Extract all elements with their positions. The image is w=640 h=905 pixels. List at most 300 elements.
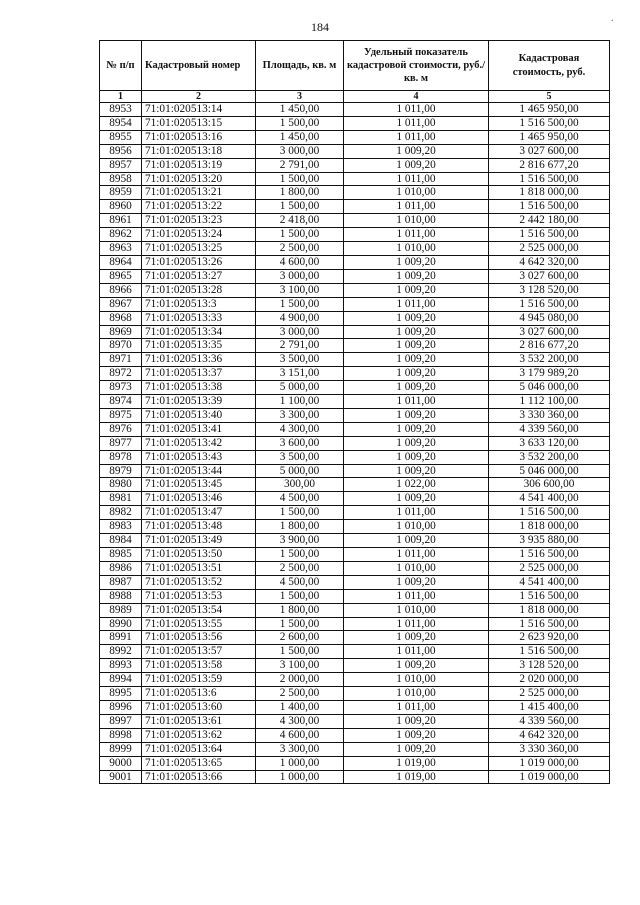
row-number-cell: 8979 xyxy=(100,464,142,478)
cadastral-number-cell: 71:01:020513:35 xyxy=(142,339,256,353)
cadastral-number-cell: 71:01:020513:15 xyxy=(142,116,256,130)
area-cell: 4 500,00 xyxy=(256,575,344,589)
cadastral-number-cell: 71:01:020513:61 xyxy=(142,714,256,728)
row-number-cell: 8956 xyxy=(100,144,142,158)
cadastral-number-cell: 71:01:020513:55 xyxy=(142,617,256,631)
specific-value-cell: 1 009,20 xyxy=(344,158,489,172)
table-row xyxy=(100,353,610,367)
cadastral-number-cell: 71:01:020513:42 xyxy=(142,436,256,450)
table-row xyxy=(100,450,610,464)
row-number-cell: 8977 xyxy=(100,436,142,450)
table-row xyxy=(100,575,610,589)
cadastral-value-cell: 1 818 000,00 xyxy=(489,603,610,617)
specific-value-cell: 1 010,00 xyxy=(344,186,489,200)
cadastral-value-cell: 1 516 500,00 xyxy=(489,116,610,130)
row-number-cell: 8994 xyxy=(100,673,142,687)
specific-value-cell: 1 009,20 xyxy=(344,575,489,589)
cadastral-value-cell: 4 642 320,00 xyxy=(489,255,610,269)
row-number-cell: 8958 xyxy=(100,172,142,186)
specific-value-cell: 1 011,00 xyxy=(344,548,489,562)
specific-value-cell: 1 010,00 xyxy=(344,561,489,575)
cadastral-value-cell: 3 633 120,00 xyxy=(489,436,610,450)
row-number-cell: 8991 xyxy=(100,631,142,645)
area-cell: 4 600,00 xyxy=(256,728,344,742)
table-row xyxy=(100,756,610,770)
area-cell: 2 000,00 xyxy=(256,673,344,687)
cadastral-number-cell: 71:01:020513:48 xyxy=(142,520,256,534)
specific-value-cell: 1 011,00 xyxy=(344,617,489,631)
cadastral-value-cell: 3 128 520,00 xyxy=(489,659,610,673)
specific-value-cell: 1 010,00 xyxy=(344,520,489,534)
area-cell: 3 000,00 xyxy=(256,325,344,339)
cadastral-value-cell: 1 415 400,00 xyxy=(489,700,610,714)
specific-value-cell: 1 009,20 xyxy=(344,353,489,367)
cadastral-number-cell: 71:01:020513:40 xyxy=(142,408,256,422)
row-number-cell: 8967 xyxy=(100,297,142,311)
area-cell: 5 000,00 xyxy=(256,464,344,478)
cadastral-value-cell: 3 128 520,00 xyxy=(489,283,610,297)
row-number-cell: 8992 xyxy=(100,645,142,659)
specific-value-cell: 1 009,20 xyxy=(344,283,489,297)
cadastral-value-cell: 2 525 000,00 xyxy=(489,561,610,575)
cadastral-number-cell: 71:01:020513:26 xyxy=(142,255,256,269)
row-number-cell: 8993 xyxy=(100,659,142,673)
specific-value-cell: 1 009,20 xyxy=(344,408,489,422)
cadastral-value-cell: 306 600,00 xyxy=(489,478,610,492)
cadastral-value-cell: 1 516 500,00 xyxy=(489,548,610,562)
cadastral-value-cell: 3 935 880,00 xyxy=(489,534,610,548)
table-row xyxy=(100,742,610,756)
table-row xyxy=(100,520,610,534)
area-cell: 3 600,00 xyxy=(256,436,344,450)
table-row xyxy=(100,548,610,562)
table-row xyxy=(100,617,610,631)
table-row xyxy=(100,269,610,283)
cadastral-number-cell: 71:01:020513:54 xyxy=(142,603,256,617)
column-number: 5 xyxy=(489,91,610,103)
area-cell: 3 000,00 xyxy=(256,144,344,158)
row-number-cell: 8986 xyxy=(100,561,142,575)
cadastral-number-cell: 71:01:020513:6 xyxy=(142,687,256,701)
table-row xyxy=(100,311,610,325)
specific-value-cell: 1 009,20 xyxy=(344,255,489,269)
table-row xyxy=(100,478,610,492)
row-number-cell: 8964 xyxy=(100,255,142,269)
specific-value-cell: 1 009,20 xyxy=(344,422,489,436)
column-number: 2 xyxy=(142,91,256,103)
area-cell: 4 500,00 xyxy=(256,492,344,506)
cadastral-value-cell: 2 442 180,00 xyxy=(489,214,610,228)
cadastral-value-cell: 1 516 500,00 xyxy=(489,200,610,214)
cadastral-number-cell: 71:01:020513:49 xyxy=(142,534,256,548)
row-number-cell: 8989 xyxy=(100,603,142,617)
table-row xyxy=(100,659,610,673)
area-cell: 2 500,00 xyxy=(256,561,344,575)
cadastral-value-cell: 4 642 320,00 xyxy=(489,728,610,742)
cadastral-value-cell: 1 516 500,00 xyxy=(489,589,610,603)
cadastral-value-cell: 2 816 677,20 xyxy=(489,158,610,172)
specific-value-cell: 1 009,20 xyxy=(344,325,489,339)
cadastral-value-cell: 4 541 400,00 xyxy=(489,492,610,506)
cadastral-value-cell: 1 516 500,00 xyxy=(489,506,610,520)
row-number-cell: 8959 xyxy=(100,186,142,200)
cadastral-number-cell: 71:01:020513:56 xyxy=(142,631,256,645)
specific-value-cell: 1 009,20 xyxy=(344,311,489,325)
area-cell: 3 300,00 xyxy=(256,408,344,422)
cadastral-number-cell: 71:01:020513:65 xyxy=(142,756,256,770)
specific-value-cell: 1 009,20 xyxy=(344,436,489,450)
row-number-cell: 8975 xyxy=(100,408,142,422)
area-cell: 1 450,00 xyxy=(256,103,344,117)
cadastral-value-cell: 1 516 500,00 xyxy=(489,297,610,311)
specific-value-cell: 1 019,00 xyxy=(344,756,489,770)
cadastral-number-cell: 71:01:020513:37 xyxy=(142,367,256,381)
header-row-number: № п/п xyxy=(100,41,142,91)
cadastral-number-cell: 71:01:020513:52 xyxy=(142,575,256,589)
area-cell: 1 500,00 xyxy=(256,200,344,214)
table-row xyxy=(100,242,610,256)
cadastral-value-cell: 4 541 400,00 xyxy=(489,575,610,589)
cadastral-number-cell: 71:01:020513:33 xyxy=(142,311,256,325)
cadastral-number-cell: 71:01:020513:27 xyxy=(142,269,256,283)
cadastral-value-cell: 2 525 000,00 xyxy=(489,687,610,701)
table-row xyxy=(100,589,610,603)
row-number-cell: 8998 xyxy=(100,728,142,742)
header-row xyxy=(100,41,610,91)
area-cell: 3 151,00 xyxy=(256,367,344,381)
cadastral-value-cell: 2 525 000,00 xyxy=(489,242,610,256)
row-number-cell: 8965 xyxy=(100,269,142,283)
row-number-cell: 8978 xyxy=(100,450,142,464)
area-cell: 1 500,00 xyxy=(256,297,344,311)
cadastral-number-cell: 71:01:020513:18 xyxy=(142,144,256,158)
row-number-cell: 8983 xyxy=(100,520,142,534)
table-row xyxy=(100,645,610,659)
header-specific-value: Удельный показатель кадастровой стоимости, руб./кв. м xyxy=(344,41,489,91)
table-row xyxy=(100,200,610,214)
table-row xyxy=(100,408,610,422)
cadastral-number-cell: 71:01:020513:60 xyxy=(142,700,256,714)
row-number-cell: 8971 xyxy=(100,353,142,367)
table-row xyxy=(100,283,610,297)
cadastral-number-cell: 71:01:020513:19 xyxy=(142,158,256,172)
cadastral-value-cell: 2 623 920,00 xyxy=(489,631,610,645)
specific-value-cell: 1 010,00 xyxy=(344,687,489,701)
area-cell: 1 800,00 xyxy=(256,603,344,617)
area-cell: 2 791,00 xyxy=(256,158,344,172)
cadastral-number-cell: 71:01:020513:57 xyxy=(142,645,256,659)
specific-value-cell: 1 009,20 xyxy=(344,492,489,506)
specific-value-cell: 1 009,20 xyxy=(344,728,489,742)
row-number-cell: 8981 xyxy=(100,492,142,506)
table-row xyxy=(100,297,610,311)
cadastral-value-cell: 1 019 000,00 xyxy=(489,770,610,784)
column-number: 1 xyxy=(100,91,142,103)
row-number-cell: 8969 xyxy=(100,325,142,339)
cadastral-value-cell: 3 532 200,00 xyxy=(489,450,610,464)
cadastral-value-cell: 3 532 200,00 xyxy=(489,353,610,367)
specific-value-cell: 1 009,20 xyxy=(344,339,489,353)
specific-value-cell: 1 011,00 xyxy=(344,200,489,214)
area-cell: 1 500,00 xyxy=(256,645,344,659)
specific-value-cell: 1 022,00 xyxy=(344,478,489,492)
cadastral-number-cell: 71:01:020513:28 xyxy=(142,283,256,297)
table-row xyxy=(100,700,610,714)
cadastral-value-cell: 2 816 677,20 xyxy=(489,339,610,353)
cadastral-value-cell: 1 465 950,00 xyxy=(489,103,610,117)
cadastral-value-cell: 1 516 500,00 xyxy=(489,172,610,186)
row-number-cell: 8976 xyxy=(100,422,142,436)
row-number-cell: 8972 xyxy=(100,367,142,381)
specific-value-cell: 1 009,20 xyxy=(344,464,489,478)
cadastral-value-cell: 3 330 360,00 xyxy=(489,408,610,422)
column-number: 4 xyxy=(344,91,489,103)
cadastral-value-cell: 4 945 080,00 xyxy=(489,311,610,325)
specific-value-cell: 1 009,20 xyxy=(344,367,489,381)
area-cell: 1 500,00 xyxy=(256,506,344,520)
row-number-cell: 8997 xyxy=(100,714,142,728)
row-number-cell: 8988 xyxy=(100,589,142,603)
cadastral-number-cell: 71:01:020513:34 xyxy=(142,325,256,339)
table-row xyxy=(100,186,610,200)
cadastral-value-cell: 5 046 000,00 xyxy=(489,464,610,478)
specific-value-cell: 1 011,00 xyxy=(344,645,489,659)
table-row xyxy=(100,144,610,158)
table-row xyxy=(100,158,610,172)
specific-value-cell: 1 019,00 xyxy=(344,770,489,784)
page-number: 184 xyxy=(311,20,329,34)
row-number-cell: 9000 xyxy=(100,756,142,770)
row-number-cell: 8982 xyxy=(100,506,142,520)
cadastral-number-cell: 71:01:020513:16 xyxy=(142,130,256,144)
row-number-cell: 8970 xyxy=(100,339,142,353)
cadastral-number-cell: 71:01:020513:20 xyxy=(142,172,256,186)
table-row xyxy=(100,603,610,617)
table-row xyxy=(100,228,610,242)
table-row xyxy=(100,687,610,701)
table-row xyxy=(100,422,610,436)
specific-value-cell: 1 009,20 xyxy=(344,742,489,756)
row-number-cell: 9001 xyxy=(100,770,142,784)
cadastral-number-cell: 71:01:020513:44 xyxy=(142,464,256,478)
area-cell: 1 500,00 xyxy=(256,548,344,562)
area-cell: 2 418,00 xyxy=(256,214,344,228)
table-row xyxy=(100,673,610,687)
area-cell: 4 600,00 xyxy=(256,255,344,269)
specific-value-cell: 1 011,00 xyxy=(344,116,489,130)
specific-value-cell: 1 009,20 xyxy=(344,450,489,464)
specific-value-cell: 1 011,00 xyxy=(344,228,489,242)
specific-value-cell: 1 011,00 xyxy=(344,172,489,186)
area-cell: 300,00 xyxy=(256,478,344,492)
cadastral-number-cell: 71:01:020513:43 xyxy=(142,450,256,464)
cadastral-value-cell: 5 046 000,00 xyxy=(489,381,610,395)
row-number-cell: 8990 xyxy=(100,617,142,631)
specific-value-cell: 1 009,20 xyxy=(344,144,489,158)
area-cell: 1 500,00 xyxy=(256,172,344,186)
area-cell: 5 000,00 xyxy=(256,381,344,395)
cadastral-number-cell: 71:01:020513:23 xyxy=(142,214,256,228)
area-cell: 3 000,00 xyxy=(256,269,344,283)
table-row xyxy=(100,255,610,269)
area-cell: 3 100,00 xyxy=(256,283,344,297)
cadastral-value-cell: 1 465 950,00 xyxy=(489,130,610,144)
area-cell: 1 500,00 xyxy=(256,589,344,603)
table-row xyxy=(100,214,610,228)
table-row xyxy=(100,492,610,506)
row-number-cell: 8960 xyxy=(100,200,142,214)
specific-value-cell: 1 009,20 xyxy=(344,381,489,395)
specific-value-cell: 1 011,00 xyxy=(344,130,489,144)
area-cell: 1 500,00 xyxy=(256,617,344,631)
cadastral-number-cell: 71:01:020513:62 xyxy=(142,728,256,742)
cadastral-number-cell: 71:01:020513:45 xyxy=(142,478,256,492)
specific-value-cell: 1 011,00 xyxy=(344,297,489,311)
area-cell: 4 300,00 xyxy=(256,422,344,436)
specific-value-cell: 1 009,20 xyxy=(344,534,489,548)
table-row xyxy=(100,367,610,381)
cadastral-value-cell: 1 112 100,00 xyxy=(489,395,610,409)
table-row xyxy=(100,325,610,339)
row-number-cell: 8955 xyxy=(100,130,142,144)
specific-value-cell: 1 010,00 xyxy=(344,673,489,687)
cadastral-number-cell: 71:01:020513:51 xyxy=(142,561,256,575)
specific-value-cell: 1 009,20 xyxy=(344,269,489,283)
cadastral-value-cell: 1 516 500,00 xyxy=(489,645,610,659)
cadastral-value-cell: 4 339 560,00 xyxy=(489,422,610,436)
specific-value-cell: 1 011,00 xyxy=(344,103,489,117)
area-cell: 1 500,00 xyxy=(256,116,344,130)
row-number-cell: 8966 xyxy=(100,283,142,297)
cadastral-number-cell: 71:01:020513:41 xyxy=(142,422,256,436)
cadastral-value-cell: 3 027 600,00 xyxy=(489,269,610,283)
row-number-cell: 8961 xyxy=(100,214,142,228)
cadastral-value-cell: 3 179 989,20 xyxy=(489,367,610,381)
cadastral-value-cell: 3 330 360,00 xyxy=(489,742,610,756)
area-cell: 3 100,00 xyxy=(256,659,344,673)
row-number-cell: 8957 xyxy=(100,158,142,172)
cadastral-value-cell: 1 516 500,00 xyxy=(489,228,610,242)
cadastral-value-cell: 3 027 600,00 xyxy=(489,144,610,158)
row-number-cell: 8984 xyxy=(100,534,142,548)
specific-value-cell: 1 009,20 xyxy=(344,714,489,728)
row-number-cell: 8996 xyxy=(100,700,142,714)
area-cell: 2 791,00 xyxy=(256,339,344,353)
table-row xyxy=(100,534,610,548)
area-cell: 3 500,00 xyxy=(256,450,344,464)
table-row xyxy=(100,464,610,478)
cadastral-number-cell: 71:01:020513:47 xyxy=(142,506,256,520)
area-cell: 1 000,00 xyxy=(256,770,344,784)
cadastral-number-cell: 71:01:020513:58 xyxy=(142,659,256,673)
area-cell: 3 500,00 xyxy=(256,353,344,367)
table-row xyxy=(100,130,610,144)
row-number-cell: 8974 xyxy=(100,395,142,409)
cadastral-number-cell: 71:01:020513:46 xyxy=(142,492,256,506)
area-cell: 4 300,00 xyxy=(256,714,344,728)
cadastral-number-cell: 71:01:020513:64 xyxy=(142,742,256,756)
area-cell: 2 600,00 xyxy=(256,631,344,645)
area-cell: 2 500,00 xyxy=(256,687,344,701)
cadastral-number-cell: 71:01:020513:22 xyxy=(142,200,256,214)
area-cell: 1 400,00 xyxy=(256,700,344,714)
header-cadastral-value: Кадастровая стоимость, руб. xyxy=(489,41,610,91)
cadastral-number-cell: 71:01:020513:66 xyxy=(142,770,256,784)
cadastral-number-cell: 71:01:020513:24 xyxy=(142,228,256,242)
cadastral-number-cell: 71:01:020513:36 xyxy=(142,353,256,367)
table-row xyxy=(100,770,610,784)
table-row xyxy=(100,116,610,130)
table-row xyxy=(100,714,610,728)
specific-value-cell: 1 009,20 xyxy=(344,631,489,645)
table-row xyxy=(100,395,610,409)
specific-value-cell: 1 011,00 xyxy=(344,395,489,409)
specific-value-cell: 1 011,00 xyxy=(344,700,489,714)
area-cell: 1 000,00 xyxy=(256,756,344,770)
table-row xyxy=(100,728,610,742)
row-number-cell: 8987 xyxy=(100,575,142,589)
column-number: 3 xyxy=(256,91,344,103)
cadastral-value-cell: 4 339 560,00 xyxy=(489,714,610,728)
table-body xyxy=(100,103,610,784)
row-number-cell: 8980 xyxy=(100,478,142,492)
cadastral-value-table xyxy=(99,40,610,784)
cadastral-value-cell: 2 020 000,00 xyxy=(489,673,610,687)
row-number-cell: 8995 xyxy=(100,687,142,701)
scan-mark: · xyxy=(610,16,614,27)
specific-value-cell: 1 011,00 xyxy=(344,506,489,520)
area-cell: 2 500,00 xyxy=(256,242,344,256)
row-number-cell: 8963 xyxy=(100,242,142,256)
row-number-cell: 8985 xyxy=(100,548,142,562)
area-cell: 1 800,00 xyxy=(256,186,344,200)
cadastral-number-cell: 71:01:020513:3 xyxy=(142,297,256,311)
row-number-cell: 8973 xyxy=(100,381,142,395)
cadastral-number-cell: 71:01:020513:25 xyxy=(142,242,256,256)
area-cell: 3 900,00 xyxy=(256,534,344,548)
area-cell: 3 300,00 xyxy=(256,742,344,756)
column-number-row xyxy=(100,91,610,103)
row-number-cell: 8968 xyxy=(100,311,142,325)
row-number-cell: 8954 xyxy=(100,116,142,130)
cadastral-number-cell: 71:01:020513:50 xyxy=(142,548,256,562)
cadastral-number-cell: 71:01:020513:39 xyxy=(142,395,256,409)
specific-value-cell: 1 010,00 xyxy=(344,242,489,256)
row-number-cell: 8953 xyxy=(100,103,142,117)
table-row xyxy=(100,436,610,450)
table-row xyxy=(100,103,610,117)
table-row xyxy=(100,172,610,186)
cadastral-number-cell: 71:01:020513:38 xyxy=(142,381,256,395)
specific-value-cell: 1 011,00 xyxy=(344,589,489,603)
header-area: Площадь, кв. м xyxy=(256,41,344,91)
cadastral-value-cell: 1 818 000,00 xyxy=(489,520,610,534)
cadastral-value-cell: 3 027 600,00 xyxy=(489,325,610,339)
area-cell: 1 100,00 xyxy=(256,395,344,409)
table-row xyxy=(100,631,610,645)
table-row xyxy=(100,506,610,520)
cadastral-number-cell: 71:01:020513:59 xyxy=(142,673,256,687)
area-cell: 1 500,00 xyxy=(256,228,344,242)
area-cell: 1 450,00 xyxy=(256,130,344,144)
cadastral-value-cell: 1 818 000,00 xyxy=(489,186,610,200)
cadastral-number-cell: 71:01:020513:21 xyxy=(142,186,256,200)
cadastral-number-cell: 71:01:020513:14 xyxy=(142,103,256,117)
cadastral-value-cell: 1 019 000,00 xyxy=(489,756,610,770)
specific-value-cell: 1 010,00 xyxy=(344,214,489,228)
specific-value-cell: 1 009,20 xyxy=(344,659,489,673)
row-number-cell: 8999 xyxy=(100,742,142,756)
